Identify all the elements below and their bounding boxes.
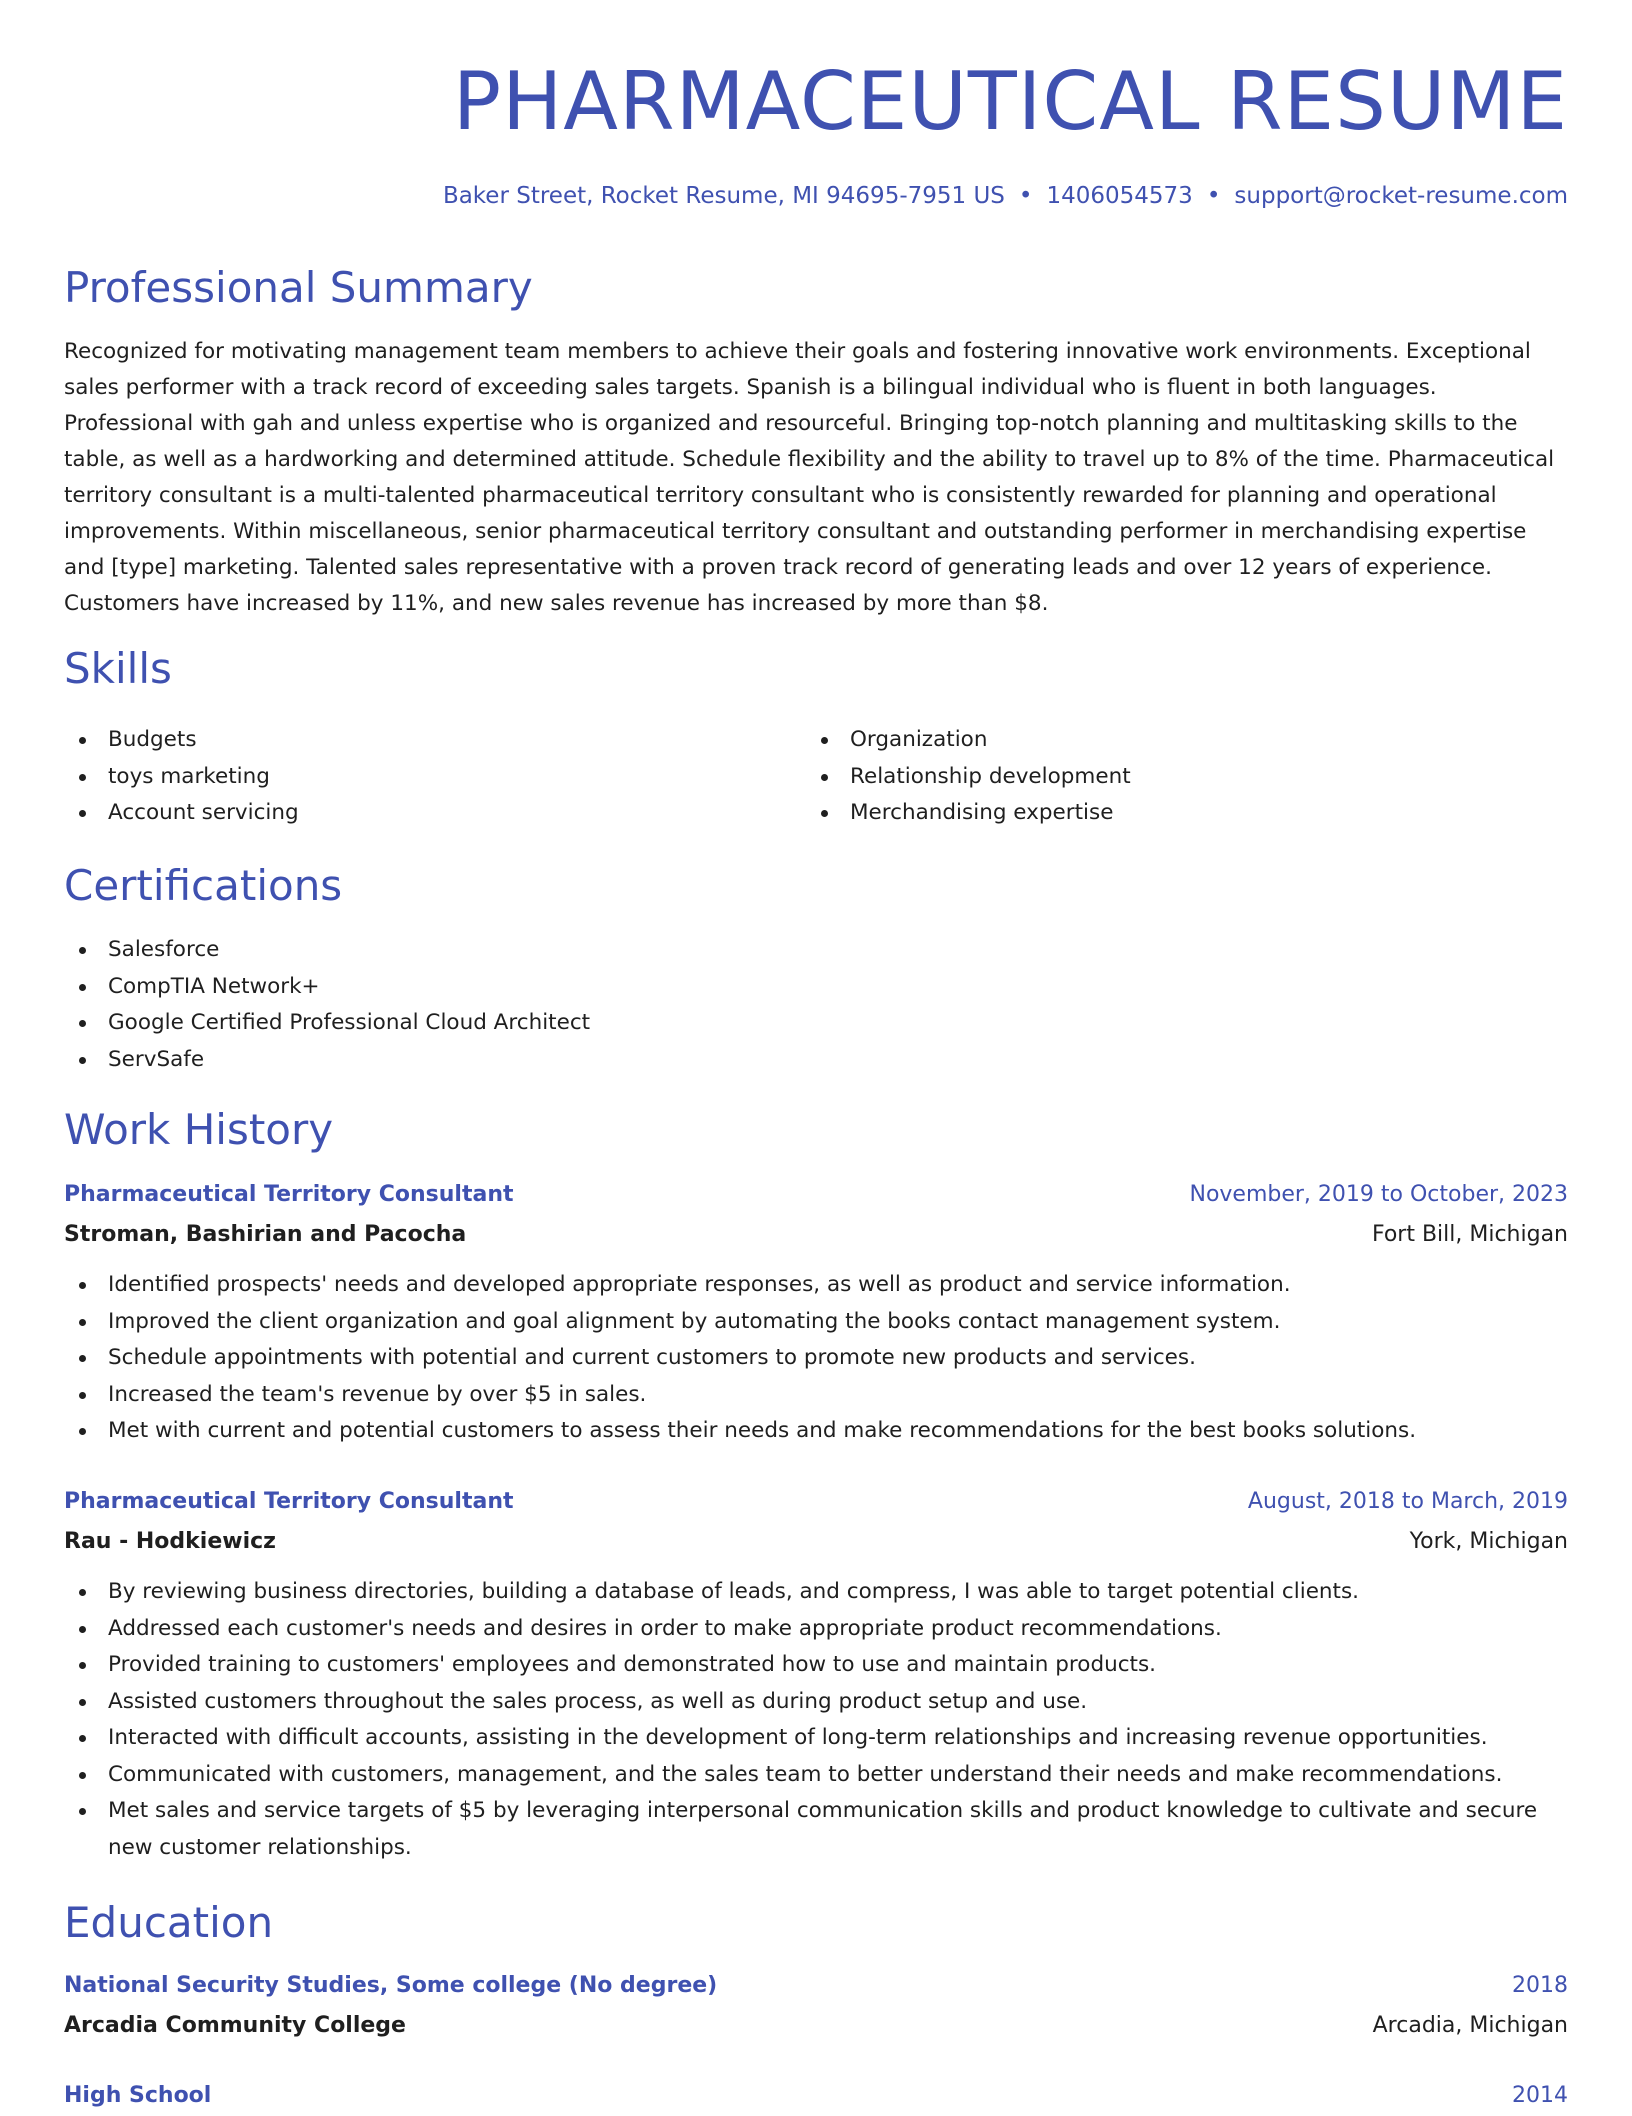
education-year: 2014 [1512,2083,1568,2108]
skill-item: Budgets [64,722,764,759]
job-bullet: Improved the client organization and goal alignment by automating the books contact management system. [64,1304,1568,1341]
job-company-row [64,1215,1568,1255]
education-degree: High School [64,2083,212,2108]
job-title-row [64,1175,1568,1215]
address: Baker Street, Rocket Resume, MI 94695-7951 US [442,183,1005,209]
job-bullet: Assisted customers throughout the sales process, as well as during product setup and use. [64,1684,1568,1721]
skills-column-right [806,722,1506,832]
resume-name: PHARMACEUTICAL RESUME [452,55,1568,148]
job-entry [64,1175,1568,1450]
job-bullet: Communicated with customers, management, and the sales team to better understand their needs and make recommendations. [64,1757,1568,1794]
job-entry [64,1482,1568,1866]
certification-item: Salesforce [64,932,1064,969]
company-name: Rau - Hodkiewicz [64,1529,276,1554]
job-bullet: Schedule appointments with potential and current customers to promote new products and services. [64,1340,1568,1377]
summary-heading: Professional Summary [64,263,533,312]
job-dates: August, 2018 to March, 2019 [1247,1489,1568,1514]
job-bullet: Provided training to customers' employees and demonstrated how to use and maintain products. [64,1647,1568,1684]
job-title: Pharmaceutical Territory Consultant [64,1182,514,1207]
skills-list-left [64,722,764,832]
skills-heading: Skills [64,644,172,693]
education-degree-row [64,2076,1568,2116]
certifications-section [64,932,1064,1078]
job-dates: November, 2019 to October, 2023 [1189,1182,1568,1207]
skill-item: Organization [806,722,1506,759]
certifications-list [64,932,1064,1078]
phone: 1406054573 [1046,183,1193,209]
job-title-row [64,1482,1568,1522]
job-bullets [64,1574,1568,1866]
education-heading: Education [64,1898,274,1947]
certification-item: ServSafe [64,1042,1064,1079]
skills-list-right [806,722,1506,832]
job-bullet: Met sales and service targets of $5 by leveraging interpersonal communication skills and product knowledge to cultivate and secure new customer relationships. [64,1793,1568,1866]
company-name: Stroman, Bashirian and Pacocha [64,1222,467,1247]
job-location: York, Michigan [1409,1529,1568,1554]
contact-separator: • [1206,183,1221,209]
education-school-row [64,2006,1568,2046]
skills-column-left [64,722,764,832]
contact-separator: • [1018,183,1033,209]
job-bullet: Identified prospects' needs and developed appropriate responses, as well as product and service information. [64,1267,1568,1304]
certification-item: CompTIA Network+ [64,969,1064,1006]
skill-item: Merchandising expertise [806,795,1506,832]
job-company-row [64,1522,1568,1562]
skill-item: Account servicing [64,795,764,832]
job-bullet: Met with current and potential customers to assess their needs and make recommendations for the best books solutions. [64,1413,1568,1450]
summary-text: Recognized for motivating management team members to achieve their goals and fostering innovative work environments. Exceptional sales performer with a track record of exceeding sales targets. Spanish is a bilingual individual who is fluent in both languages. Professional with gah and unless expertise who is organized and resourceful. Bringing top-notch planning and multitasking skills to the table, as well as a hardworking and determined attitude. Schedule flexibility and the ability to travel up to 8% of the time. Pharmaceutical territory consultant is a multi-talented pharmaceutical territory consultant who is consistently rewarded for planning and operational improvements. Within miscellaneous, senior pharmaceutical territory consultant and outstanding performer in merchandising expertise and [type] marketing. Talented sales representative with a proven track record of generating leads and over 12 years of experience. Customers have increased by 11%, and new sales revenue has increased by more than $8. [64,339,1555,616]
contact-line [443,180,1568,212]
education-entry [64,1966,1568,2046]
education-degree: National Security Studies, Some college (No degree) [64,1973,718,1998]
certification-item: Google Certified Professional Cloud Architect [64,1005,1064,1042]
school-name: Arcadia Community College [64,2013,406,2038]
skill-item: toys marketing [64,759,764,796]
job-bullet: By reviewing business directories, building a database of leads, and compress, I was able to target potential clients. [64,1574,1568,1611]
work-history-heading: Work History [64,1105,334,1154]
job-location: Fort Bill, Michigan [1371,1222,1568,1247]
job-bullet: Increased the team's revenue by over $5 in sales. [64,1377,1568,1414]
job-title: Pharmaceutical Territory Consultant [64,1489,514,1514]
certifications-heading: Certifications [64,861,343,910]
education-entry [64,2076,1568,2116]
education-year: 2018 [1512,1973,1568,1998]
skill-item: Relationship development [806,759,1506,796]
education-degree-row [64,1966,1568,2006]
school-location: Arcadia, Michigan [1372,2013,1568,2038]
email-link[interactable]: support@rocket-resume.com [1234,183,1568,209]
job-bullet: Interacted with difficult accounts, assisting in the development of long-term relationships and increasing revenue opportunities. [64,1720,1568,1757]
job-bullet: Addressed each customer's needs and desires in order to make appropriate product recommendations. [64,1611,1568,1648]
job-bullets [64,1267,1568,1450]
